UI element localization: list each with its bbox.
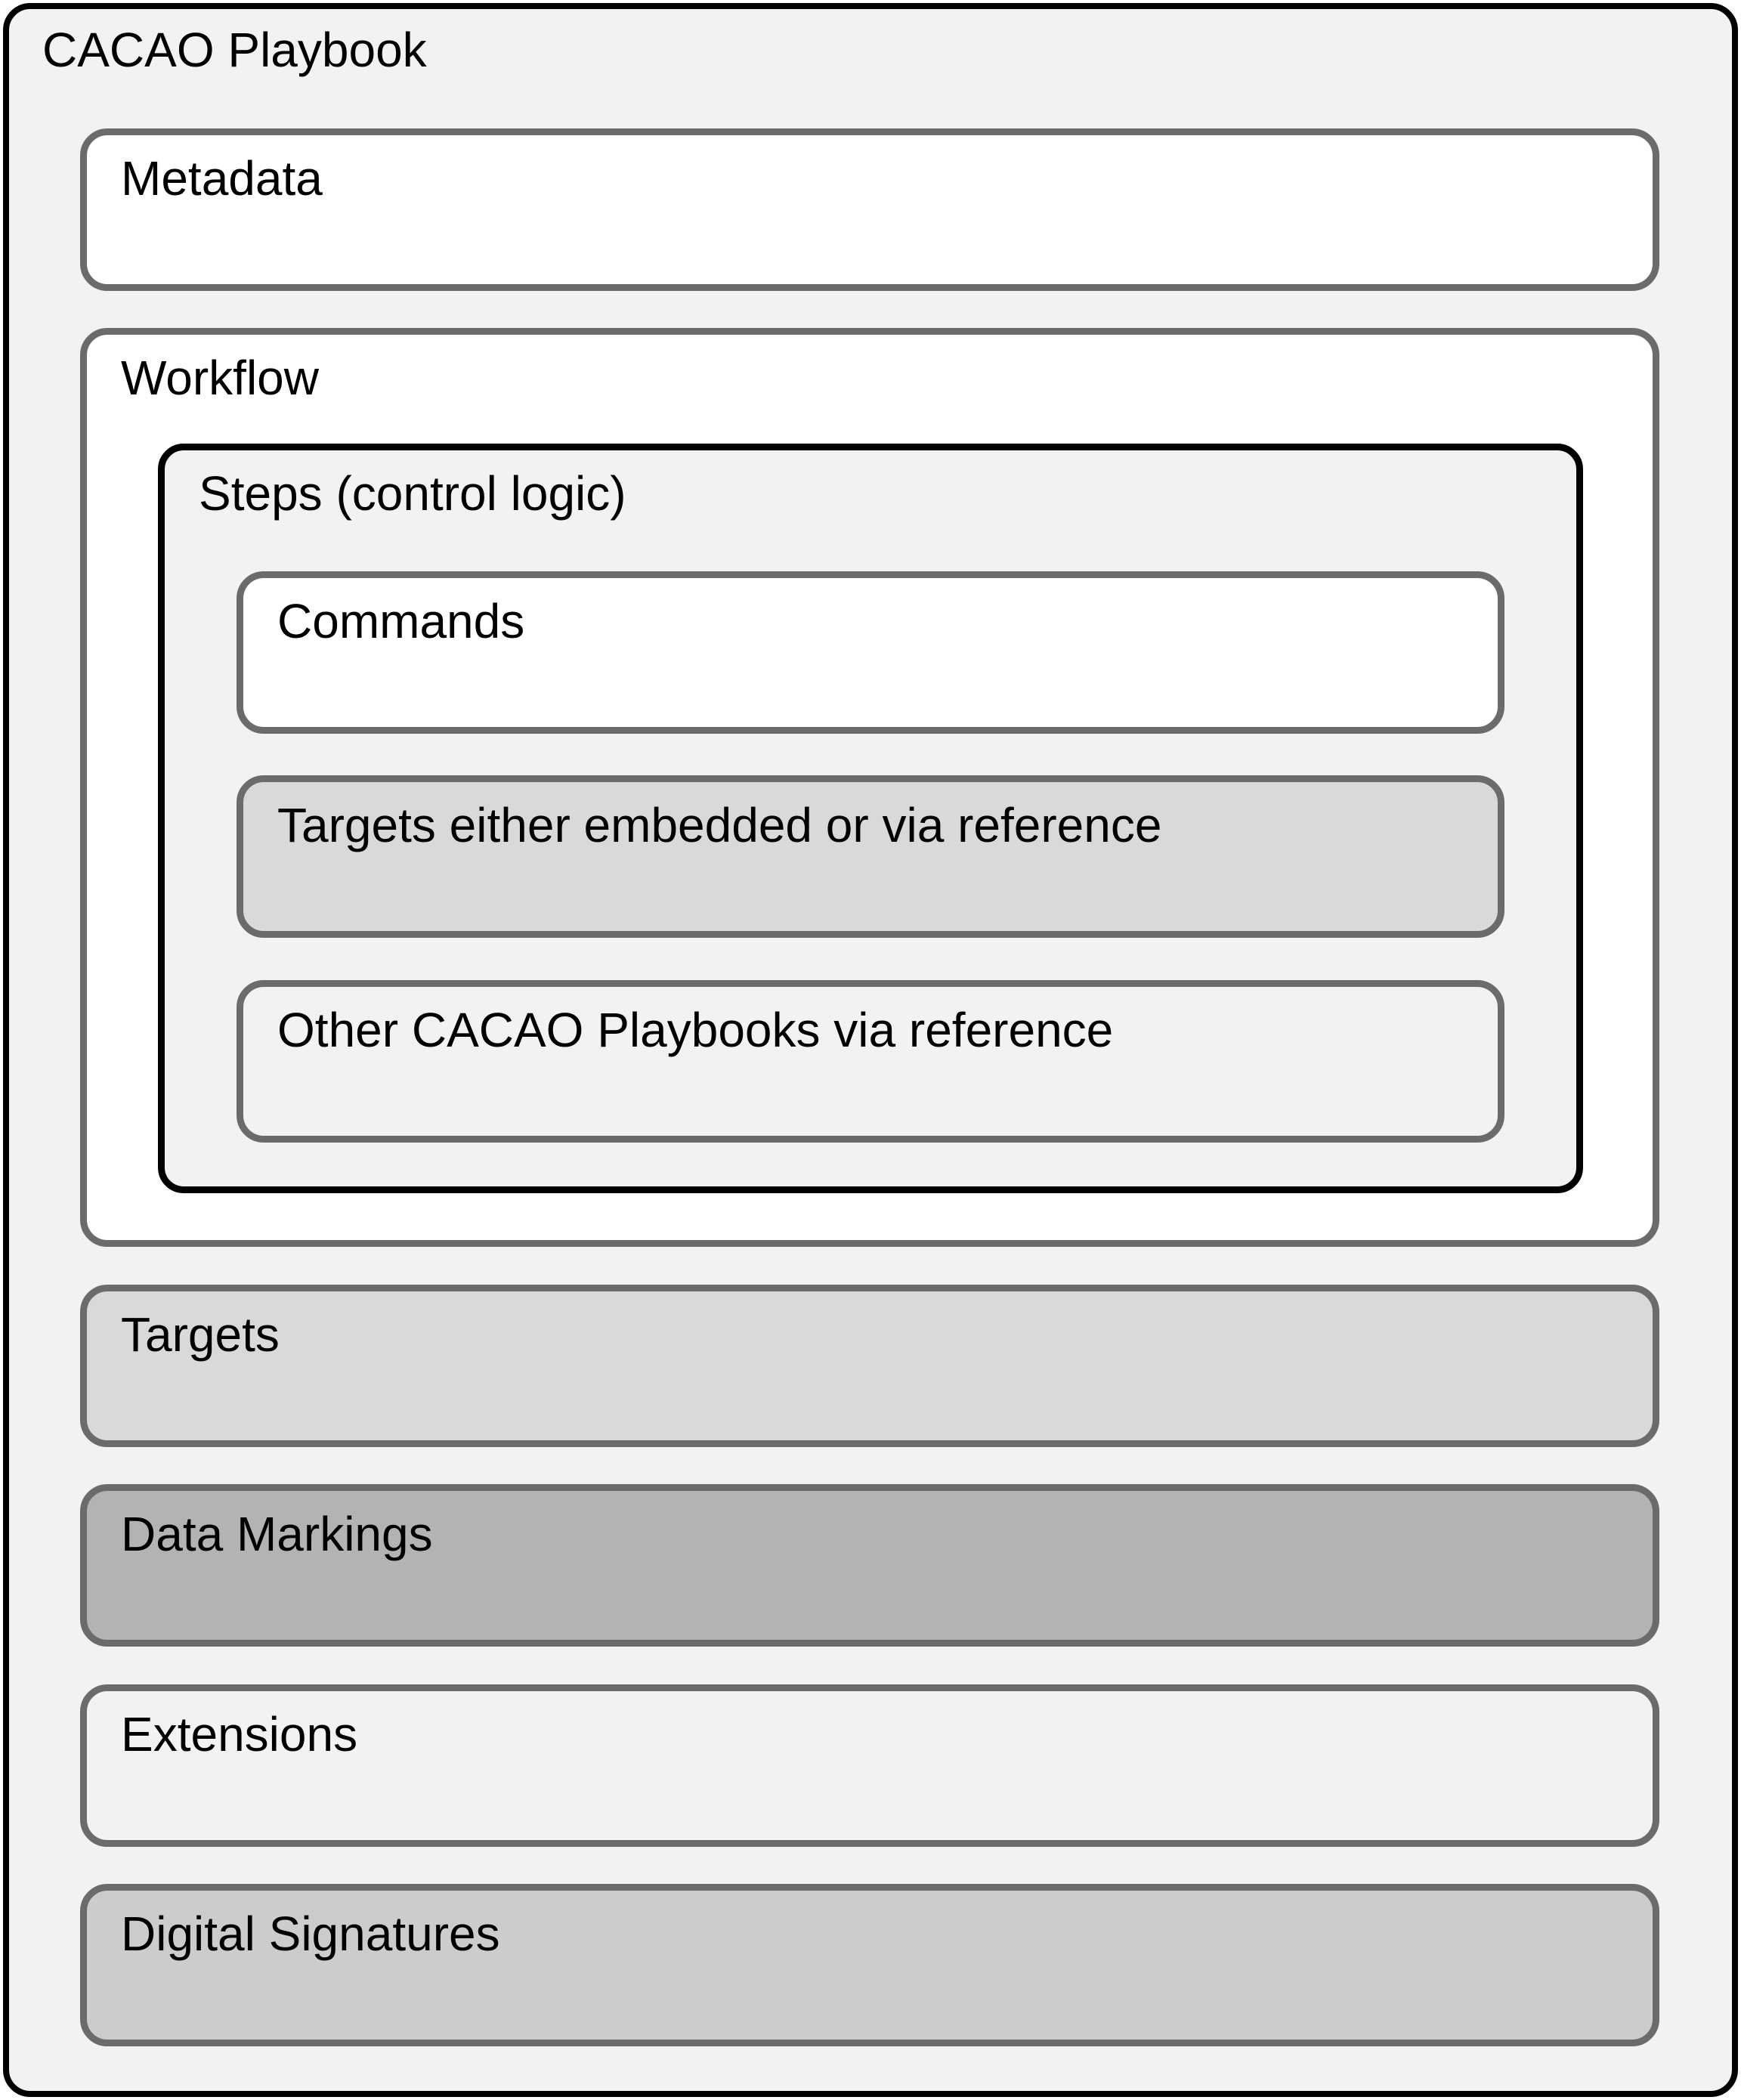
other-playbooks-label: Other CACAO Playbooks via reference	[277, 1003, 1114, 1057]
targets-embedded-label: Targets either embedded or via reference	[277, 798, 1162, 852]
digital-signatures-label: Digital Signatures	[121, 1907, 500, 1961]
targets-label: Targets	[121, 1307, 280, 1362]
targets-box	[80, 1285, 1659, 1447]
steps-label: Steps (control logic)	[199, 466, 626, 521]
commands-label: Commands	[277, 594, 525, 648]
metadata-label: Metadata	[121, 151, 323, 206]
extensions-label: Extensions	[121, 1707, 358, 1761]
cacao-playbook-title: CACAO Playbook	[42, 23, 427, 77]
data-markings-label: Data Markings	[121, 1507, 433, 1561]
workflow-label: Workflow	[121, 351, 319, 405]
